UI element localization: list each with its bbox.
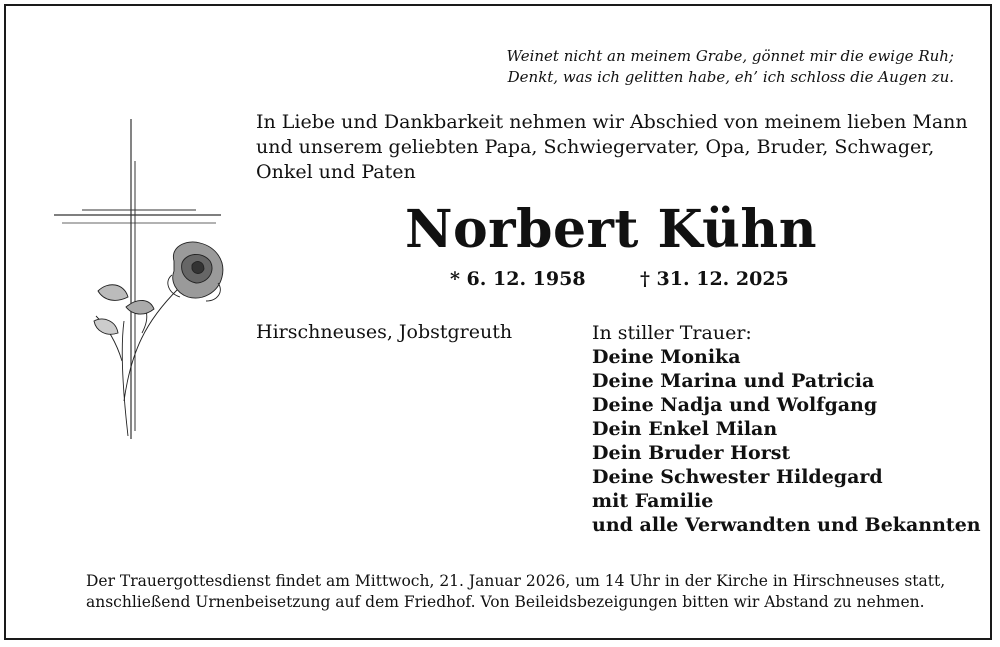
place-of-residence: Hirschneuses, Jobstgreuth <box>256 321 513 343</box>
mourner-name: Dein Bruder Horst <box>592 442 791 464</box>
service-info <box>86 571 945 613</box>
mourner-name: mit Familie <box>592 490 714 512</box>
mourner-name: Dein Enkel Milan <box>592 418 778 440</box>
mourner-name: Deine Marina und Patricia <box>592 370 875 392</box>
poem-line-1: Weinet nicht an meinem Grabe, gönnet mir die ewige Ruh; <box>506 47 954 65</box>
mourner-name: Deine Monika <box>592 346 741 368</box>
intro-line-2: und unserem geliebten Papa, Schwiegervater, Opa, Bruder, Schwager, <box>256 136 935 158</box>
intro-text <box>256 110 968 185</box>
mourner-name: und alle Verwandten und Bekannten <box>592 514 981 536</box>
mourner-name: Deine Nadja und Wolfgang <box>592 394 878 416</box>
poem-line-2: Denkt, was ich gelitten habe, eh’ ich schloss die Augen zu. <box>507 68 954 86</box>
service-info-line-1: Der Trauergottesdienst findet am Mittwoch, 21. Januar 2026, um 14 Uhr in der Kirche in Hirschneuses statt, <box>86 572 946 590</box>
intro-line-3: Onkel und Paten <box>256 161 416 183</box>
deceased-name: Norbert Kühn <box>404 199 818 260</box>
mourning-label: In stiller Trauer: <box>592 322 752 344</box>
service-info-line-2: anschließend Urnenbeisetzung auf dem Friedhof. Von Beileidsbezeigungen bitten wir Abstand zu nehmen. <box>86 593 925 611</box>
cross-with-rose-icon <box>46 111 236 446</box>
intro-line-1: In Liebe und Dankbarkeit nehmen wir Abschied von meinem lieben Mann <box>256 111 968 133</box>
poem-verse <box>507 46 955 88</box>
rose-icon <box>94 242 223 436</box>
birth-date: * 6. 12. 1958 <box>450 268 586 290</box>
mourner-name: Deine Schwester Hildegard <box>592 466 883 488</box>
death-date: † 31. 12. 2025 <box>640 268 789 290</box>
mourners-list <box>592 321 981 537</box>
obituary-notice <box>4 4 992 640</box>
